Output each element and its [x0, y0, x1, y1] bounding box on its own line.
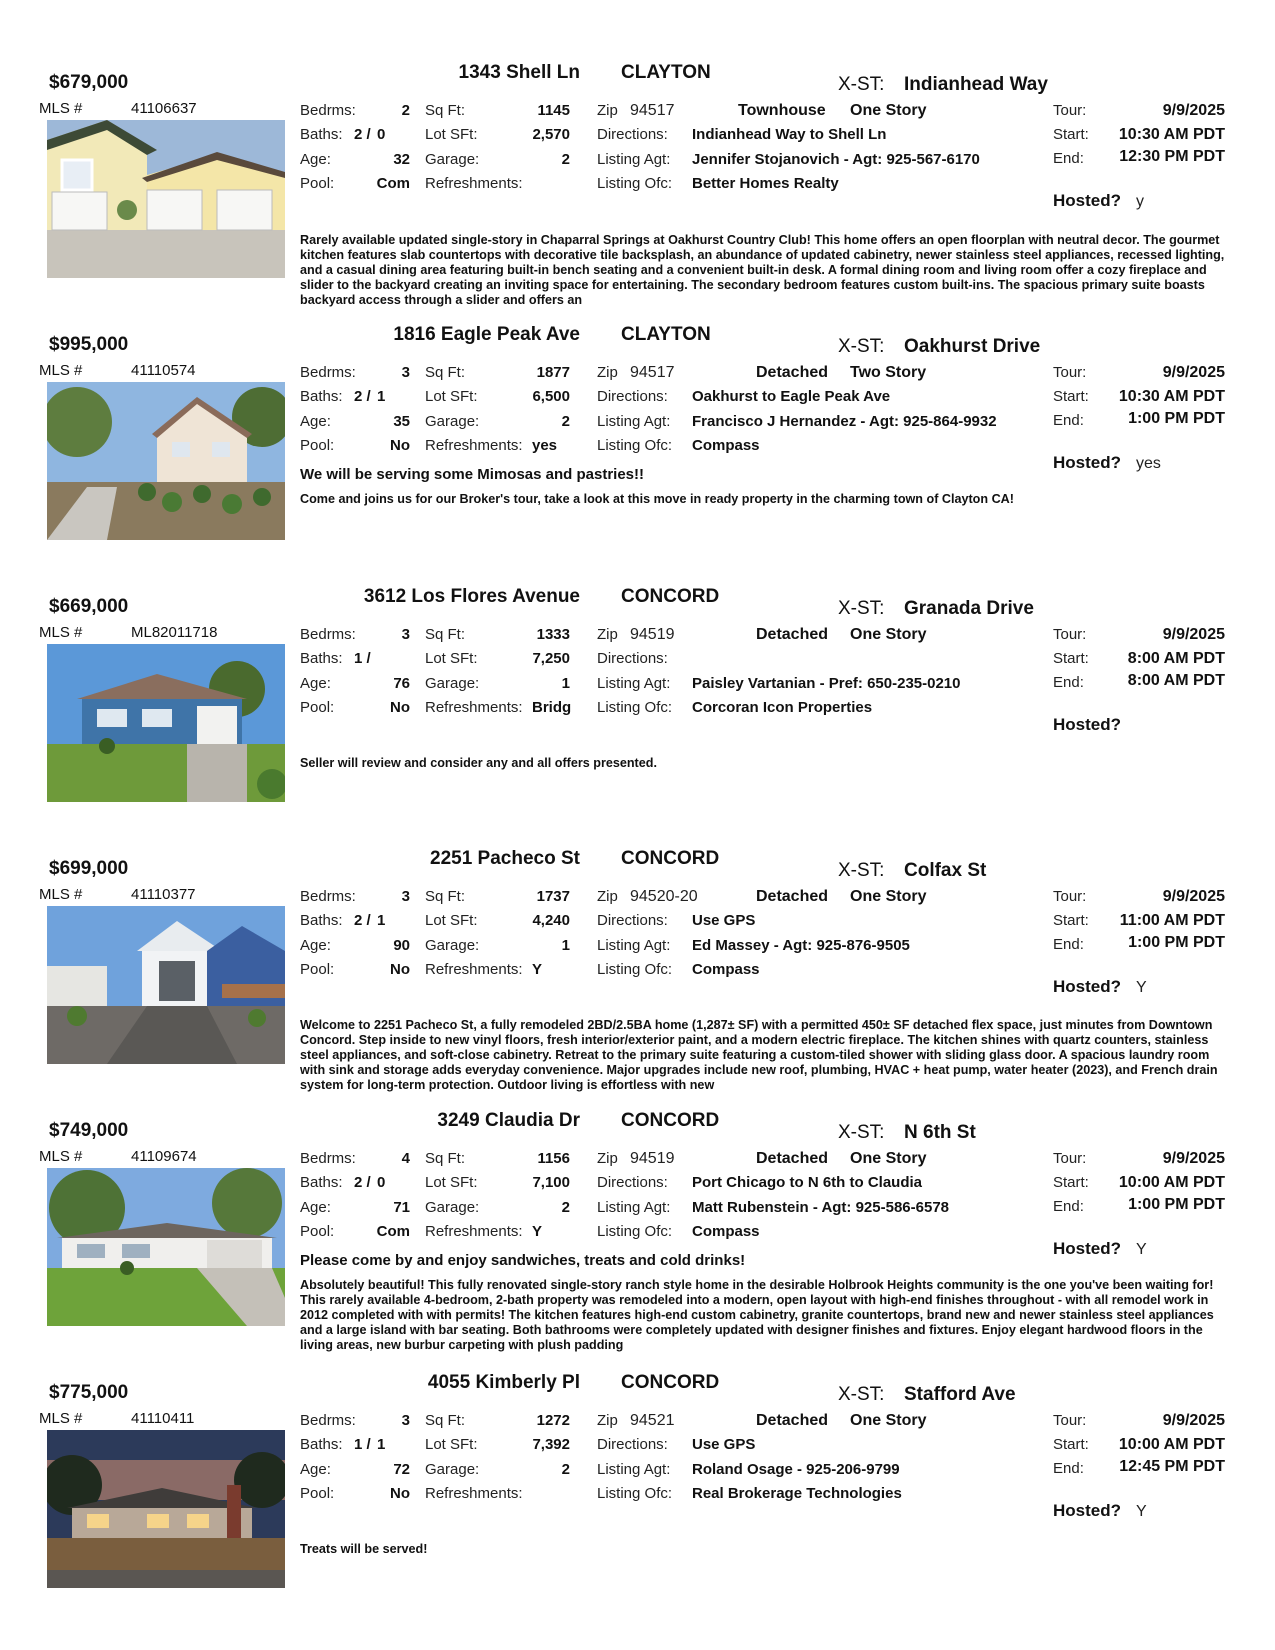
property-style: One Story	[850, 1412, 927, 1429]
beds-value: 4	[401, 1150, 410, 1167]
office-label: Listing Ofc:	[597, 175, 673, 192]
age-label: Age:	[300, 675, 331, 692]
directions-value: Oakhurst to Eagle Peak Ave	[692, 388, 891, 405]
property-type: Detached	[756, 1412, 829, 1429]
zip-value: 94519	[630, 1150, 675, 1167]
listing-city: CONCORD	[621, 1110, 720, 1131]
start-label: Start:	[1053, 1174, 1089, 1191]
property-style: One Story	[850, 1150, 927, 1167]
listing-photo[interactable]	[47, 1168, 285, 1326]
age-label: Age:	[300, 151, 331, 168]
lot-label: Lot SFt:	[425, 912, 478, 929]
baths-half-value: 1	[377, 388, 386, 405]
mls-label: MLS #	[39, 624, 83, 641]
office-label: Listing Ofc:	[597, 1485, 673, 1502]
hosted-value: Y	[1136, 1503, 1147, 1520]
baths-label: Baths:	[300, 650, 343, 667]
listing-price: $749,000	[49, 1120, 129, 1141]
listing-city: CONCORD	[621, 1372, 720, 1393]
zip-label: Zip	[597, 1412, 618, 1429]
listing-price: $669,000	[49, 596, 129, 617]
sqft-label: Sq Ft:	[425, 364, 466, 381]
directions-label: Directions:	[597, 912, 668, 929]
garage-value: 2	[561, 151, 570, 168]
listing-remarks: Come and joins us for our Broker's tour, take a look at this move in ready property in the charming town of Clayton CA!	[300, 492, 1014, 506]
age-value: 72	[393, 1461, 410, 1478]
listing-price: $995,000	[49, 334, 129, 355]
start-time: 10:30 AM PDT	[1118, 126, 1225, 143]
listing-card	[0, 1370, 1275, 1632]
tour-label: Tour:	[1053, 1150, 1087, 1167]
beds-label: Bedrms:	[300, 1412, 356, 1429]
office-label: Listing Ofc:	[597, 437, 673, 454]
directions-label: Directions:	[597, 1436, 668, 1453]
hosted-value: y	[1136, 193, 1144, 210]
garage-value: 2	[561, 1461, 570, 1478]
end-label: End:	[1053, 1198, 1084, 1215]
office-label: Listing Ofc:	[597, 1223, 673, 1240]
end-label: End:	[1053, 150, 1084, 167]
refreshments-label: Refreshments:	[425, 961, 523, 978]
age-value: 76	[393, 675, 410, 692]
start-label: Start:	[1053, 650, 1089, 667]
end-label: End:	[1053, 412, 1084, 429]
baths-label: Baths:	[300, 388, 343, 405]
start-time: 10:00 AM PDT	[1118, 1174, 1225, 1191]
refreshments-label: Refreshments:	[425, 1485, 523, 1502]
pool-label: Pool:	[300, 1223, 335, 1240]
end-time: 8:00 AM PDT	[1127, 672, 1225, 689]
baths-label: Baths:	[300, 1174, 343, 1191]
lot-label: Lot SFt:	[425, 1436, 478, 1453]
listing-price: $679,000	[49, 72, 129, 93]
refreshments-label: Refreshments:	[425, 175, 523, 192]
zip-label: Zip	[597, 1150, 618, 1167]
cross-street-value: Granada Drive	[904, 598, 1034, 619]
mls-number: 41110377	[131, 886, 196, 903]
lot-value: 7,250	[532, 650, 570, 667]
agent-label: Listing Agt:	[597, 1199, 671, 1216]
age-value: 35	[393, 413, 410, 430]
lot-label: Lot SFt:	[425, 126, 478, 143]
sqft-label: Sq Ft:	[425, 888, 466, 905]
agent-value: Ed Massey - Agt: 925-876-9505	[692, 937, 910, 954]
end-time: 1:00 PM PDT	[1128, 1196, 1225, 1213]
end-label: End:	[1053, 936, 1084, 953]
baths-half-value: 0	[377, 126, 386, 143]
tour-date: 9/9/2025	[1162, 364, 1225, 381]
baths-full-value: 2 /	[354, 1174, 371, 1191]
refreshments-label: Refreshments:	[425, 1223, 523, 1240]
pool-value: Com	[376, 1223, 410, 1240]
agent-value: Francisco J Hernandez - Agt: 925-864-9932	[692, 413, 997, 430]
cross-street-label: X-ST:	[838, 74, 885, 95]
hosted-value: Y	[1136, 979, 1147, 996]
listing-photo[interactable]	[47, 120, 285, 278]
property-type: Detached	[756, 1150, 829, 1167]
age-value: 32	[393, 151, 410, 168]
mls-label: MLS #	[39, 1148, 83, 1165]
listing-remarks: Treats will be served!	[300, 1542, 428, 1556]
directions-label: Directions:	[597, 388, 668, 405]
pool-value: No	[390, 1485, 410, 1502]
listing-address: 3612 Los Flores Avenue	[363, 586, 580, 607]
office-value: Compass	[692, 437, 760, 454]
tour-date: 9/9/2025	[1162, 102, 1225, 119]
sqft-label: Sq Ft:	[425, 626, 466, 643]
directions-label: Directions:	[597, 1174, 668, 1191]
cross-street-value: N 6th St	[904, 1122, 976, 1143]
start-time: 10:00 AM PDT	[1118, 1436, 1225, 1453]
refreshments-label: Refreshments:	[425, 437, 523, 454]
sqft-label: Sq Ft:	[425, 1412, 466, 1429]
garage-label: Garage:	[425, 151, 480, 168]
cross-street-value: Stafford Ave	[904, 1384, 1016, 1405]
agent-value: Jennifer Stojanovich - Agt: 925-567-6170	[692, 151, 980, 168]
cross-street-label: X-ST:	[838, 860, 885, 881]
listing-note: Please come by and enjoy sandwiches, treats and cold drinks!	[300, 1252, 746, 1269]
garage-label: Garage:	[425, 937, 480, 954]
mls-number: 41106637	[131, 100, 197, 117]
lot-label: Lot SFt:	[425, 1174, 478, 1191]
start-time: 10:30 AM PDT	[1118, 388, 1225, 405]
baths-label: Baths:	[300, 1436, 343, 1453]
cross-street-label: X-ST:	[838, 1122, 885, 1143]
zip-label: Zip	[597, 102, 618, 119]
hosted-label: Hosted?	[1053, 191, 1121, 210]
refreshments-value: Y	[532, 1223, 543, 1240]
sqft-value: 1737	[536, 888, 570, 905]
tour-label: Tour:	[1053, 102, 1087, 119]
refreshments-value: Bridg	[532, 699, 572, 716]
baths-full-value: 1 /	[354, 650, 371, 667]
property-style: Two Story	[850, 364, 927, 381]
hosted-label: Hosted?	[1053, 1239, 1121, 1258]
garage-label: Garage:	[425, 1199, 480, 1216]
listing-card	[0, 846, 1275, 1108]
sqft-value: 1272	[536, 1412, 570, 1429]
listing-remarks: Welcome to 2251 Pacheco St, a fully remodeled 2BD/2.5BA home (1,287± SF) with a permitted 450± SF detached flex space, just minutes from Downtown Concord. Step inside to new vinyl floors, fresh interior/exterior paint, and a modern electric fireplace. The kitchen shines with quartz counters, stainless steel appliances, and soft-close cabinetry. Retreat to the primary suite featuring a custom-tiled shower with sliding glass door. A spacious laundry room with sink and storage adds everyday convenience. Major upgrades include new roof, plumbing, HVAC + heat pump, water heater (2023), and French drain system for long-term protection. Outdoor living is effortless with new	[300, 1018, 1218, 1092]
baths-half-value: 1	[377, 912, 386, 929]
baths-full-value: 2 /	[354, 126, 371, 143]
listing-card	[0, 60, 1275, 322]
listing-address: 3249 Claudia Dr	[437, 1110, 580, 1131]
agent-label: Listing Agt:	[597, 151, 671, 168]
lot-value: 7,392	[532, 1436, 570, 1453]
pool-label: Pool:	[300, 1485, 335, 1502]
age-value: 71	[393, 1199, 410, 1216]
listing-price: $775,000	[49, 1382, 129, 1403]
directions-value: Indianhead Way to Shell Ln	[692, 126, 887, 143]
directions-value: Port Chicago to N 6th to Claudia	[692, 1174, 923, 1191]
zip-value: 94520-20	[630, 888, 698, 905]
listing-price: $699,000	[49, 858, 129, 879]
cross-street-value: Colfax St	[904, 860, 987, 881]
zip-label: Zip	[597, 626, 618, 643]
pool-value: No	[390, 961, 410, 978]
baths-label: Baths:	[300, 126, 343, 143]
cross-street-value: Oakhurst Drive	[904, 336, 1041, 357]
garage-value: 1	[561, 675, 570, 692]
property-type: Detached	[756, 626, 829, 643]
beds-label: Bedrms:	[300, 626, 356, 643]
cross-street-label: X-ST:	[838, 598, 885, 619]
pool-value: No	[390, 437, 410, 454]
zip-value: 94519	[630, 626, 675, 643]
age-label: Age:	[300, 1461, 331, 1478]
agent-value: Roland Osage - 925-206-9799	[692, 1461, 900, 1478]
start-label: Start:	[1053, 1436, 1089, 1453]
sqft-label: Sq Ft:	[425, 102, 466, 119]
mls-number: ML82011718	[131, 624, 218, 641]
start-label: Start:	[1053, 126, 1089, 143]
lot-value: 4,240	[532, 912, 570, 929]
directions-label: Directions:	[597, 650, 668, 667]
tour-date: 9/9/2025	[1162, 1150, 1225, 1167]
cross-street-label: X-ST:	[838, 1384, 885, 1405]
pool-label: Pool:	[300, 961, 335, 978]
zip-value: 94517	[630, 102, 675, 119]
agent-label: Listing Agt:	[597, 413, 671, 430]
listing-address: 1816 Eagle Peak Ave	[393, 324, 580, 345]
age-label: Age:	[300, 1199, 331, 1216]
agent-value: Paisley Vartanian - Pref: 650-235-0210	[692, 675, 961, 692]
mls-label: MLS #	[39, 100, 83, 117]
end-label: End:	[1053, 1460, 1084, 1477]
listing-address: 4055 Kimberly Pl	[427, 1372, 580, 1393]
office-value: Corcoran Icon Properties	[692, 699, 873, 716]
listing-city: CLAYTON	[621, 62, 711, 83]
sqft-value: 1145	[537, 102, 570, 119]
listing-photo[interactable]	[47, 644, 285, 802]
pool-value: No	[390, 699, 410, 716]
age-label: Age:	[300, 413, 331, 430]
hosted-label: Hosted?	[1053, 453, 1121, 472]
garage-value: 2	[561, 1199, 570, 1216]
refreshments-value: yes	[532, 437, 558, 454]
tour-label: Tour:	[1053, 626, 1087, 643]
hosted-value: Y	[1136, 1241, 1147, 1258]
beds-label: Bedrms:	[300, 1150, 356, 1167]
office-label: Listing Ofc:	[597, 699, 673, 716]
mls-number: 41110411	[131, 1410, 195, 1427]
property-style: One Story	[850, 626, 927, 643]
listing-city: CLAYTON	[621, 324, 711, 345]
baths-half-value: 0	[377, 1174, 386, 1191]
baths-full-value: 2 /	[354, 388, 371, 405]
sqft-value: 1877	[536, 364, 570, 381]
hosted-value: yes	[1136, 455, 1161, 472]
start-label: Start:	[1053, 388, 1089, 405]
zip-value: 94521	[630, 1412, 675, 1429]
baths-full-value: 1 /	[354, 1436, 371, 1453]
refreshments-label: Refreshments:	[425, 699, 523, 716]
beds-value: 3	[401, 626, 410, 643]
beds-value: 3	[401, 364, 410, 381]
sqft-label: Sq Ft:	[425, 1150, 466, 1167]
garage-label: Garage:	[425, 413, 480, 430]
hosted-label: Hosted?	[1053, 977, 1121, 996]
age-value: 90	[393, 937, 410, 954]
listing-photo[interactable]	[47, 906, 285, 1064]
listing-remarks: Rarely available updated single-story in Chaparral Springs at Oakhurst Country Club! This home offers an open floorplan with neutral decor. The gourmet kitchen features slab countertops with decorative tile backsplash, an abundance of updated cabinetry, newer stainless steel appliances, recessed lighting, and a casual dining area featuring built-in bench seating and a convenient built-in desk. A formal dining room and living room offer a cozy fireplace and slider to the backyard creating an inviting space for entertaining. The secondary bedroom features custom built-ins. The spacious primary suite boasts backyard access through a slider and offers an	[300, 233, 1225, 307]
end-time: 12:45 PM PDT	[1119, 1458, 1225, 1475]
directions-value: Use GPS	[692, 912, 756, 929]
cross-street-label: X-ST:	[838, 336, 885, 357]
zip-value: 94517	[630, 364, 675, 381]
zip-label: Zip	[597, 364, 618, 381]
agent-label: Listing Agt:	[597, 675, 671, 692]
refreshments-value: Y	[532, 961, 543, 978]
garage-value: 2	[561, 413, 570, 430]
tour-date: 9/9/2025	[1162, 888, 1225, 905]
end-label: End:	[1053, 674, 1084, 691]
listing-remarks: Seller will review and consider any and all offers presented.	[300, 756, 657, 770]
tour-date: 9/9/2025	[1162, 1412, 1225, 1429]
listing-city: CONCORD	[621, 848, 720, 869]
tour-label: Tour:	[1053, 364, 1087, 381]
start-label: Start:	[1053, 912, 1089, 929]
mls-label: MLS #	[39, 1410, 83, 1427]
lot-value: 2,570	[532, 126, 570, 143]
property-type: Detached	[756, 364, 829, 381]
cross-street-value: Indianhead Way	[904, 74, 1048, 95]
baths-label: Baths:	[300, 912, 343, 929]
office-value: Compass	[692, 961, 760, 978]
agent-value: Matt Rubenstein - Agt: 925-586-6578	[692, 1199, 950, 1216]
agent-label: Listing Agt:	[597, 1461, 671, 1478]
listing-address: 1343 Shell Ln	[458, 62, 580, 83]
beds-value: 2	[401, 102, 410, 119]
mls-number: 41109674	[131, 1148, 197, 1165]
listing-photo[interactable]	[47, 382, 285, 540]
hosted-label: Hosted?	[1053, 1501, 1121, 1520]
listing-remarks: Absolutely beautiful! This fully renovated single-story ranch style home in the desirable Holbrook Heights community is the one you've been waiting for! This rarely available 4-bedroom, 2-bath property was remodeled into a modern, open layout with high-end finishes throughout - with all remodel work in 2012 completed with with permits! The kitchen features high-end custom cabinetry, granite countertops, brand new and newer stainless steel appliances and a large island with bar seating. Both bathrooms were completely updated with designer finishes and fixtures. Enjoy elegant hardwood floors in the living areas, new burbur carpeting with plush padding	[300, 1278, 1214, 1352]
directions-value: Use GPS	[692, 1436, 756, 1453]
office-value: Better Homes Realty	[692, 175, 839, 192]
beds-value: 3	[401, 888, 410, 905]
office-value: Compass	[692, 1223, 760, 1240]
garage-label: Garage:	[425, 1461, 480, 1478]
office-label: Listing Ofc:	[597, 961, 673, 978]
end-time: 1:00 PM PDT	[1128, 410, 1225, 427]
age-label: Age:	[300, 937, 331, 954]
lot-value: 7,100	[532, 1174, 570, 1191]
lot-label: Lot SFt:	[425, 650, 478, 667]
tour-date: 9/9/2025	[1162, 626, 1225, 643]
tour-label: Tour:	[1053, 1412, 1087, 1429]
lot-value: 6,500	[532, 388, 570, 405]
pool-label: Pool:	[300, 699, 335, 716]
listing-card	[0, 1108, 1275, 1370]
property-style: One Story	[850, 888, 927, 905]
start-time: 8:00 AM PDT	[1127, 650, 1225, 667]
pool-label: Pool:	[300, 175, 335, 192]
mls-number: 41110574	[131, 362, 196, 379]
listing-photo[interactable]	[47, 1430, 285, 1588]
beds-value: 3	[401, 1412, 410, 1429]
property-type: Detached	[756, 888, 829, 905]
listing-card	[0, 584, 1275, 846]
mls-label: MLS #	[39, 886, 83, 903]
property-style: One Story	[850, 102, 927, 119]
garage-label: Garage:	[425, 675, 480, 692]
beds-label: Bedrms:	[300, 364, 356, 381]
garage-value: 1	[561, 937, 570, 954]
sqft-value: 1333	[536, 626, 570, 643]
listing-card	[0, 322, 1275, 584]
beds-label: Bedrms:	[300, 102, 356, 119]
pool-value: Com	[376, 175, 410, 192]
sqft-value: 1156	[537, 1150, 570, 1167]
mls-label: MLS #	[39, 362, 83, 379]
directions-label: Directions:	[597, 126, 668, 143]
hosted-label: Hosted?	[1053, 715, 1121, 734]
zip-label: Zip	[597, 888, 618, 905]
property-type: Townhouse	[738, 102, 826, 119]
baths-half-value: 1	[377, 1436, 386, 1453]
baths-full-value: 2 /	[354, 912, 371, 929]
beds-label: Bedrms:	[300, 888, 356, 905]
tour-label: Tour:	[1053, 888, 1087, 905]
listing-address: 2251 Pacheco St	[430, 848, 580, 869]
lot-label: Lot SFt:	[425, 388, 478, 405]
end-time: 12:30 PM PDT	[1119, 148, 1225, 165]
listing-city: CONCORD	[621, 586, 720, 607]
start-time: 11:00 AM PDT	[1119, 912, 1225, 929]
end-time: 1:00 PM PDT	[1128, 934, 1225, 951]
office-value: Real Brokerage Technologies	[692, 1485, 902, 1502]
agent-label: Listing Agt:	[597, 937, 671, 954]
pool-label: Pool:	[300, 437, 335, 454]
listing-note: We will be serving some Mimosas and pastries!!	[300, 466, 644, 483]
